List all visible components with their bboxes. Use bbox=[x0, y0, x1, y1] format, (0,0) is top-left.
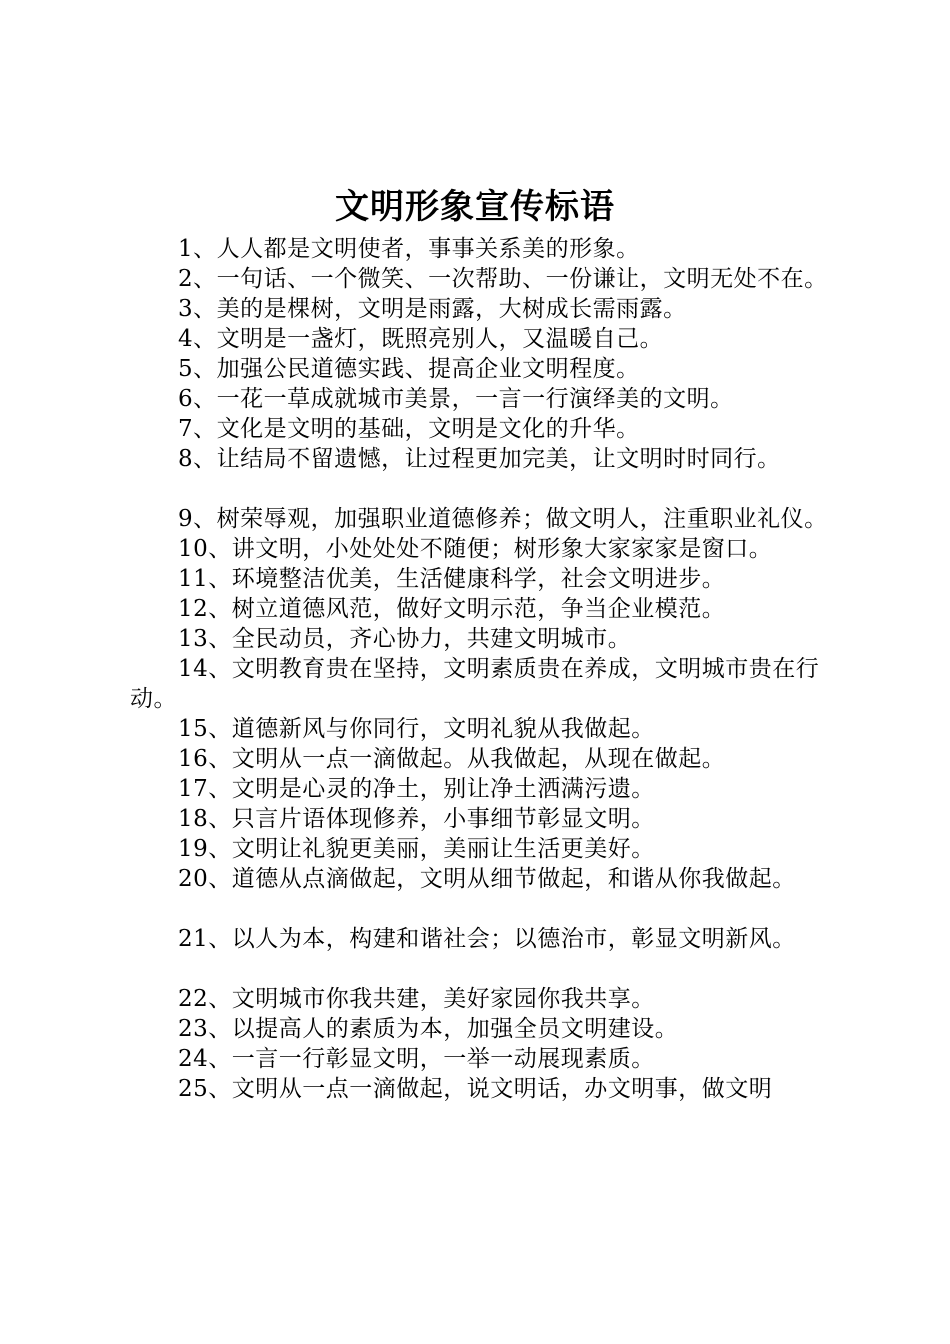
slogan-item-23: 23、以提高人的素质为本，加强全员文明建设。 bbox=[178, 1016, 679, 1042]
slogan-item-2: 2、一句话、一个微笑、一次帮助、一份谦让，文明无处不在。 bbox=[178, 266, 828, 292]
slogan-item-1: 1、人人都是文明使者，事事关系美的形象。 bbox=[178, 236, 640, 262]
slogan-item-14: 14、文明教育贵在坚持，文明素质贵在养成，文明城市贵在行动。 bbox=[130, 656, 820, 712]
slogan-item-20: 20、道德从点滴做起，文明从细节做起，和谐从你我做起。 bbox=[178, 866, 796, 892]
slogan-item-13: 13、全民动员，齐心协力，共建文明城市。 bbox=[178, 626, 632, 652]
slogan-item-4: 4、文明是一盏灯，既照亮别人，又温暖自己。 bbox=[178, 326, 664, 352]
slogan-item-12: 12、树立道德风范，做好文明示范，争当企业模范。 bbox=[178, 596, 726, 622]
slogan-item-9: 9、树荣辱观，加强职业道德修养；做文明人，注重职业礼仪。 bbox=[178, 506, 828, 532]
slogan-item-11: 11、环境整洁优美，生活健康科学，社会文明进步。 bbox=[178, 566, 726, 592]
slogan-item-10: 10、讲文明，小处处处不随便；树形象大家家家是窗口。 bbox=[178, 536, 773, 562]
slogan-item-5: 5、加强公民道德实践、提高企业文明程度。 bbox=[178, 356, 640, 382]
slogan-item-6: 6、一花一草成就城市美景，一言一行演绎美的文明。 bbox=[178, 386, 734, 412]
slogan-item-8: 8、让结局不留遗憾，让过程更加完美，让文明时时同行。 bbox=[178, 446, 781, 472]
slogan-item-17: 17、文明是心灵的净土，别让净土洒满污遗。 bbox=[178, 776, 655, 802]
slogan-item-22: 22、文明城市你我共建，美好家园你我共享。 bbox=[178, 986, 655, 1012]
slogan-item-18: 18、只言片语体现修养，小事细节彰显文明。 bbox=[178, 806, 655, 832]
slogan-item-15: 15、道德新风与你同行，文明礼貌从我做起。 bbox=[178, 716, 655, 742]
slogan-item-19: 19、文明让礼貌更美丽，美丽让生活更美好。 bbox=[178, 836, 655, 862]
slogan-item-3: 3、美的是棵树，文明是雨露，大树成长需雨露。 bbox=[178, 296, 687, 322]
slogan-list bbox=[130, 234, 830, 1104]
slogan-item-24: 24、一言一行彰显文明，一举一动展现素质。 bbox=[178, 1046, 655, 1072]
slogan-item-16: 16、文明从一点一滴做起。从我做起，从现在做起。 bbox=[178, 746, 726, 772]
slogan-item-21: 21、以人为本，构建和谐社会；以德治市，彰显文明新风。 bbox=[178, 926, 796, 952]
slogan-item-25: 25、文明从一点一滴做起，说文明话，办文明事，做文明 bbox=[178, 1076, 773, 1102]
document-title: 文明形象宣传标语 bbox=[335, 187, 615, 227]
slogan-item-7: 7、文化是文明的基础，文明是文化的升华。 bbox=[178, 416, 640, 442]
